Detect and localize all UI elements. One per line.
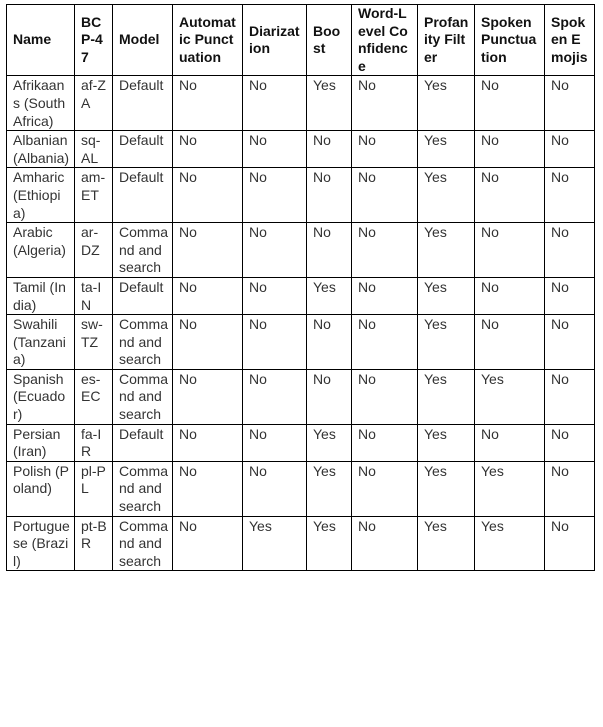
cell-model: Command and search xyxy=(113,461,173,516)
cell-word-level-confidence: No xyxy=(352,461,418,516)
cell-word-level-confidence: No xyxy=(352,131,418,168)
cell-word-level-confidence: No xyxy=(352,369,418,424)
table-row xyxy=(7,277,595,314)
cell-spoken-emojis: No xyxy=(545,168,595,223)
table-row xyxy=(7,516,595,571)
cell-automatic-punctuation: No xyxy=(173,424,243,461)
cell-automatic-punctuation: No xyxy=(173,516,243,571)
column-header-name: Name xyxy=(7,5,75,76)
cell-spoken-punctuation: No xyxy=(475,76,545,131)
cell-boost: No xyxy=(307,223,352,278)
table-row xyxy=(7,131,595,168)
cell-automatic-punctuation: No xyxy=(173,461,243,516)
cell-boost: No xyxy=(307,315,352,370)
column-header-spoken-emojis: Spoken Emojis xyxy=(545,5,595,76)
cell-model: Command and search xyxy=(113,516,173,571)
column-header-bcp47: BCP-47 xyxy=(75,5,113,76)
cell-diarization: No xyxy=(243,131,307,168)
cell-bcp47: ar-DZ xyxy=(75,223,113,278)
cell-model: Default xyxy=(113,168,173,223)
cell-spoken-emojis: No xyxy=(545,277,595,314)
cell-profanity-filter: Yes xyxy=(418,369,475,424)
cell-name: Persian (Iran) xyxy=(7,424,75,461)
column-header-model: Model xyxy=(113,5,173,76)
cell-spoken-emojis: No xyxy=(545,461,595,516)
table-row xyxy=(7,315,595,370)
cell-model: Default xyxy=(113,76,173,131)
cell-model: Default xyxy=(113,277,173,314)
cell-spoken-punctuation: Yes xyxy=(475,461,545,516)
cell-bcp47: pl-PL xyxy=(75,461,113,516)
table-row xyxy=(7,223,595,278)
cell-boost: Yes xyxy=(307,277,352,314)
cell-word-level-confidence: No xyxy=(352,223,418,278)
cell-spoken-punctuation: Yes xyxy=(475,369,545,424)
cell-profanity-filter: Yes xyxy=(418,424,475,461)
cell-automatic-punctuation: No xyxy=(173,315,243,370)
cell-profanity-filter: Yes xyxy=(418,461,475,516)
column-header-word-level-confidence: Word-Level Confidence xyxy=(352,5,418,76)
cell-diarization: No xyxy=(243,424,307,461)
cell-bcp47: sw-TZ xyxy=(75,315,113,370)
table-body xyxy=(7,76,595,571)
cell-boost: No xyxy=(307,369,352,424)
cell-spoken-emojis: No xyxy=(545,315,595,370)
cell-spoken-punctuation: No xyxy=(475,315,545,370)
cell-bcp47: es-EC xyxy=(75,369,113,424)
cell-boost: Yes xyxy=(307,516,352,571)
cell-diarization: Yes xyxy=(243,516,307,571)
cell-bcp47: pt-BR xyxy=(75,516,113,571)
table-row xyxy=(7,369,595,424)
cell-bcp47: am-ET xyxy=(75,168,113,223)
cell-diarization: No xyxy=(243,168,307,223)
cell-spoken-emojis: No xyxy=(545,131,595,168)
cell-word-level-confidence: No xyxy=(352,424,418,461)
cell-model: Command and search xyxy=(113,369,173,424)
cell-name: Arabic (Algeria) xyxy=(7,223,75,278)
cell-diarization: No xyxy=(243,223,307,278)
cell-diarization: No xyxy=(243,369,307,424)
cell-bcp47: sq-AL xyxy=(75,131,113,168)
cell-bcp47: ta-IN xyxy=(75,277,113,314)
cell-name: Polish (Poland) xyxy=(7,461,75,516)
table-row xyxy=(7,76,595,131)
table-row xyxy=(7,168,595,223)
cell-name: Portuguese (Brazil) xyxy=(7,516,75,571)
cell-spoken-punctuation: No xyxy=(475,223,545,278)
cell-word-level-confidence: No xyxy=(352,76,418,131)
cell-bcp47: fa-IR xyxy=(75,424,113,461)
cell-spoken-punctuation: No xyxy=(475,131,545,168)
table-row xyxy=(7,461,595,516)
cell-profanity-filter: Yes xyxy=(418,131,475,168)
column-header-profanity-filter: Profanity Filter xyxy=(418,5,475,76)
cell-model: Default xyxy=(113,131,173,168)
cell-automatic-punctuation: No xyxy=(173,369,243,424)
cell-boost: No xyxy=(307,168,352,223)
column-header-automatic-punctuation: Automatic Punctuation xyxy=(173,5,243,76)
cell-profanity-filter: Yes xyxy=(418,315,475,370)
cell-diarization: No xyxy=(243,315,307,370)
cell-spoken-punctuation: No xyxy=(475,424,545,461)
cell-spoken-emojis: No xyxy=(545,76,595,131)
cell-spoken-punctuation: No xyxy=(475,168,545,223)
cell-profanity-filter: Yes xyxy=(418,223,475,278)
cell-diarization: No xyxy=(243,461,307,516)
cell-name: Spanish (Ecuador) xyxy=(7,369,75,424)
column-header-diarization: Diarization xyxy=(243,5,307,76)
cell-spoken-emojis: No xyxy=(545,369,595,424)
cell-automatic-punctuation: No xyxy=(173,277,243,314)
cell-automatic-punctuation: No xyxy=(173,223,243,278)
cell-spoken-punctuation: No xyxy=(475,277,545,314)
cell-name: Swahili (Tanzania) xyxy=(7,315,75,370)
cell-automatic-punctuation: No xyxy=(173,76,243,131)
cell-profanity-filter: Yes xyxy=(418,168,475,223)
cell-word-level-confidence: No xyxy=(352,315,418,370)
cell-profanity-filter: Yes xyxy=(418,516,475,571)
cell-automatic-punctuation: No xyxy=(173,131,243,168)
cell-spoken-emojis: No xyxy=(545,516,595,571)
cell-word-level-confidence: No xyxy=(352,168,418,223)
cell-name: Tamil (India) xyxy=(7,277,75,314)
cell-boost: Yes xyxy=(307,461,352,516)
cell-automatic-punctuation: No xyxy=(173,168,243,223)
cell-diarization: No xyxy=(243,277,307,314)
cell-name: Afrikaans (South Africa) xyxy=(7,76,75,131)
cell-boost: Yes xyxy=(307,424,352,461)
table-row xyxy=(7,424,595,461)
cell-bcp47: af-ZA xyxy=(75,76,113,131)
language-support-table xyxy=(6,4,595,571)
column-header-boost: Boost xyxy=(307,5,352,76)
cell-name: Albanian (Albania) xyxy=(7,131,75,168)
cell-diarization: No xyxy=(243,76,307,131)
cell-profanity-filter: Yes xyxy=(418,76,475,131)
column-header-spoken-punctuation: Spoken Punctuation xyxy=(475,5,545,76)
cell-boost: No xyxy=(307,131,352,168)
cell-name: Amharic (Ethiopia) xyxy=(7,168,75,223)
cell-spoken-emojis: No xyxy=(545,223,595,278)
cell-word-level-confidence: No xyxy=(352,277,418,314)
cell-model: Command and search xyxy=(113,315,173,370)
cell-word-level-confidence: No xyxy=(352,516,418,571)
cell-spoken-punctuation: Yes xyxy=(475,516,545,571)
cell-model: Command and search xyxy=(113,223,173,278)
cell-spoken-emojis: No xyxy=(545,424,595,461)
cell-profanity-filter: Yes xyxy=(418,277,475,314)
cell-model: Default xyxy=(113,424,173,461)
table-header-row xyxy=(7,5,595,76)
cell-boost: Yes xyxy=(307,76,352,131)
